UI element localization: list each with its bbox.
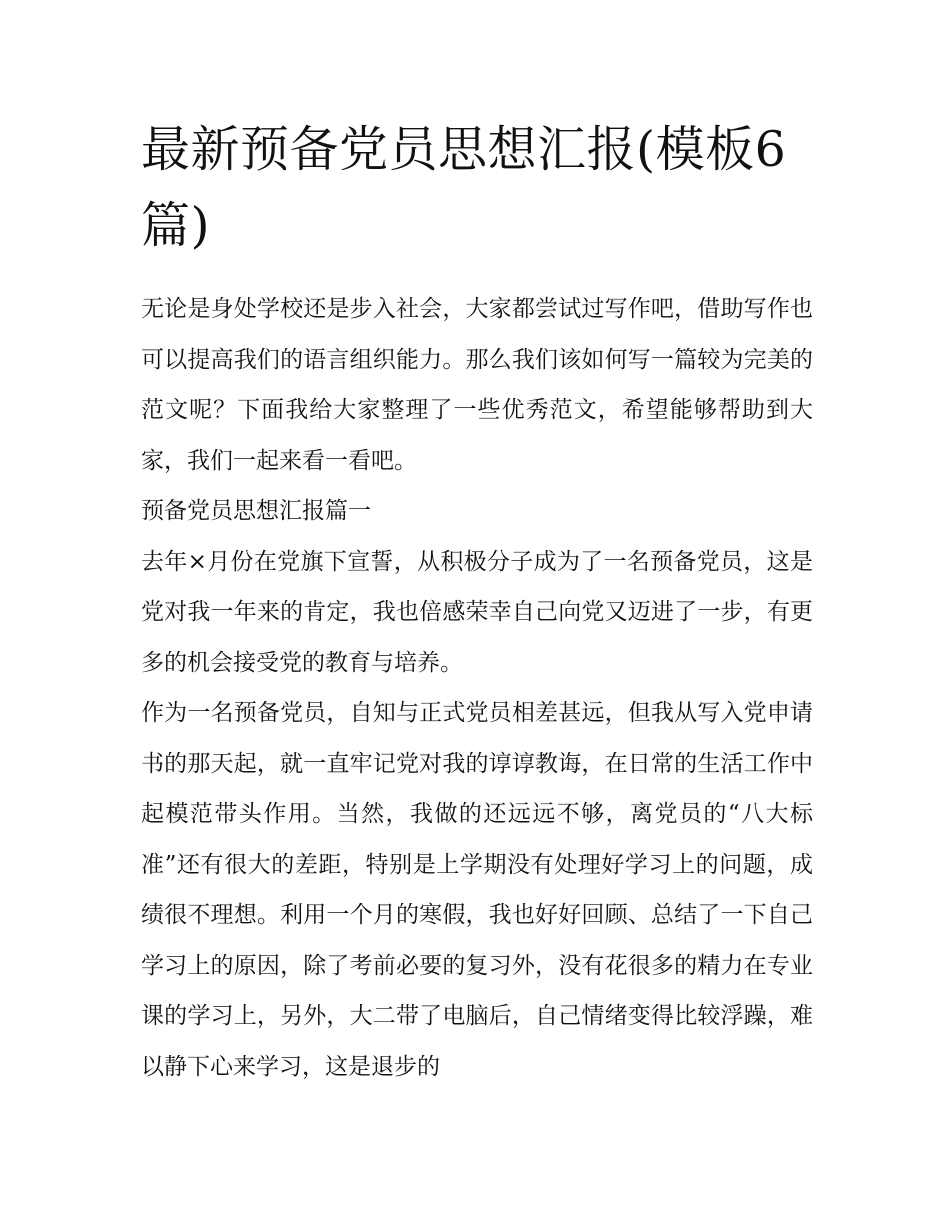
document-title: 最新预备党员思想汇报(模板6篇) — [141, 121, 787, 254]
section-heading: 预备党员思想汇报篇一 — [141, 498, 371, 524]
body-paragraph: 去年×月份在党旗下宣誓，从积极分子成为了一名预备党员，这是党对我一年来的肯定，我也倍感荣幸自己向党又迈进了一步，有更多的机会接受党的教育与培养。 — [141, 548, 813, 676]
document-content — [141, 112, 813, 1092]
intro-paragraph: 无论是身处学校还是步入社会，大家都尝试过写作吧，借助写作也可以提高我们的语言组织能力。那么我们该如何写一篇较为完美的范文呢？下面我给大家整理了一些优秀范文，希望能够帮助到大家，我们一起来看一看吧。 — [141, 296, 813, 474]
body-paragraph: 作为一名预备党员，自知与正式党员相差甚远，但我从写入党申请书的那天起，就一直牢记党对我的谆谆教诲，在日常的生活工作中起模范带头作用。当然，我做的还远远不够，离党员的“八大标准”还有很大的差距，特别是上学期没有处理好学习上的问题，成绩很不理想。利用一个月的寒假，我也好好回顾、总结了一下自己学习上的原因，除了考前必要的复习外，没有花很多的精力在专业课的学习上，另外，大二带了电脑后，自己情绪变得比较浮躁，难以静下心来学习，这是退步的 — [141, 700, 813, 1080]
